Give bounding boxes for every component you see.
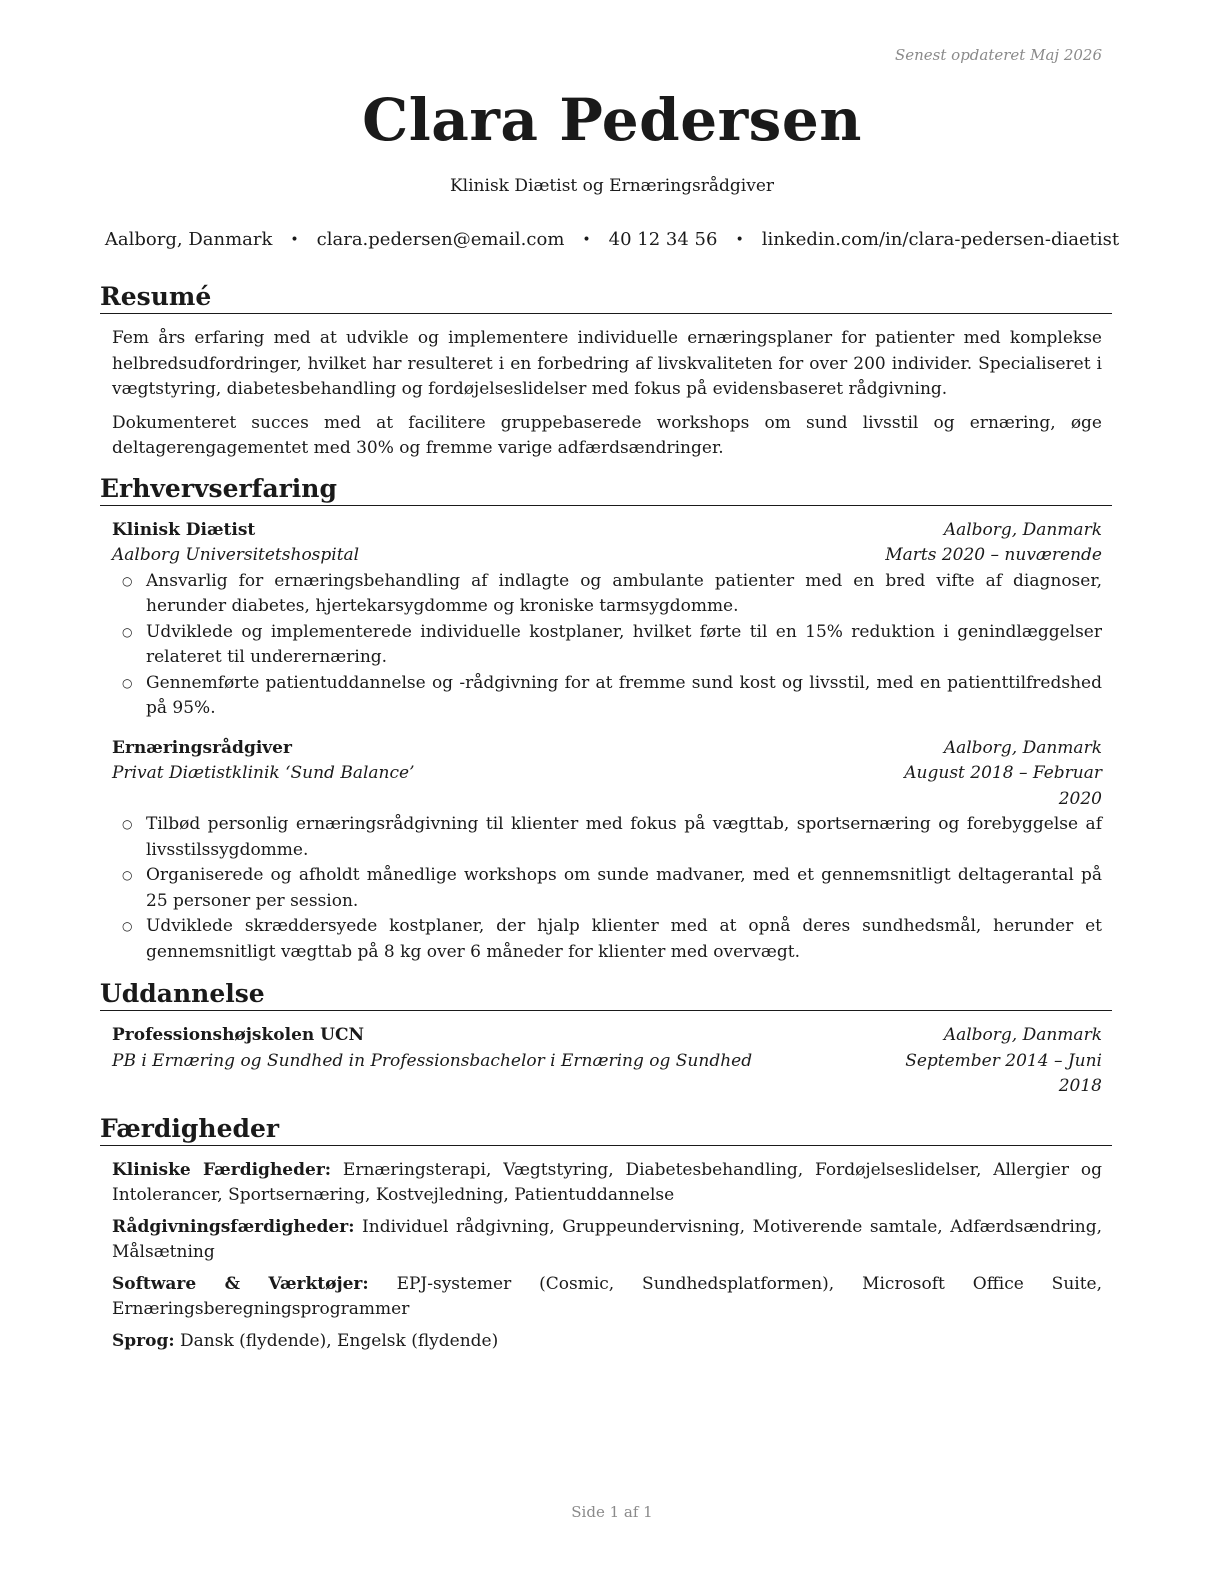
job-role: Klinisk Diætist [112, 519, 256, 540]
list-item: ○ Gennemførte patientuddannelse og -rådgivning for at fremme sund kost og livsstil, med en patienttilfredshed på 95%. [122, 672, 1102, 718]
skill-group [112, 1329, 1102, 1355]
job-role: Ernæringsrådgiver [112, 737, 292, 758]
summary-paragraph: Dokumenteret succes med at facilitere gruppebaserede workshops om sund livsstil og ernæring, øge deltagerengagementet med 30% og fremme varige adfærdsændringer. [112, 412, 1102, 458]
job-location: Aalborg, Danmark [943, 519, 1102, 540]
skill-value: Individuel rådgivning, Gruppeundervisning, Motiverende samtale, Adfærdsændring, Målsætning [112, 1216, 1103, 1262]
skill-group [112, 1158, 1102, 1209]
section-title: Resumé [100, 282, 1112, 314]
education-dates: September 2014 – Juni 2018 [905, 1050, 1102, 1096]
candidate-name: Clara Pedersen [362, 86, 862, 154]
skills-section [100, 1114, 1112, 1355]
skill-group [112, 1215, 1102, 1266]
circle-outline-icon: ○ [122, 624, 133, 639]
job-entry [112, 736, 1102, 966]
section-title: Erhvervserfaring [100, 474, 1112, 506]
skill-group [112, 1272, 1102, 1323]
job-bullets [112, 569, 1102, 722]
summary-section [100, 282, 1112, 462]
contact-line [0, 229, 1224, 250]
page-number: Side 1 af 1 [571, 1503, 653, 1521]
list-item: ○ Tilbød personlig ernæringsrådgivning til klienter med fokus på vægttab, sportsernæring og forebyggelse af livsstilssygdomme. [122, 814, 1102, 860]
list-item: ○ Udviklede skræddersyede kostplaner, der hjalp klienter med at opnå deres sundhedsmål, herunder et gennemsnitligt vægttab på 8 kg over 6 måneder for klienter med overvægt. [122, 916, 1102, 962]
job-dates: Marts 2020 – nuværende [885, 545, 1102, 565]
skill-label: Software & Værktøjer: [112, 1273, 369, 1294]
list-item: ○ Ansvarlig for ernæringsbehandling af indlagte og ambulante patienter med en bred vifte af diagnoser, herunder diabetes, hjertekarsygdomme og kroniske tarmsygdomme. [122, 570, 1102, 616]
candidate-headline: Klinisk Diætist og Ernæringsrådgiver [449, 176, 775, 196]
contact-location: Aalborg, Danmark [104, 229, 273, 250]
dot-icon: • [735, 231, 744, 248]
dot-icon: • [582, 231, 591, 248]
school-location: Aalborg, Danmark [943, 1025, 1102, 1045]
experience-section [100, 474, 1112, 966]
skill-label: Rådgivningsfærdigheder: [112, 1216, 355, 1237]
skill-value: Ernæringsterapi, Vægtstyring, Diabetesbehandling, Fordøjelseslidelser, Allergier og Intolerancer, Sportsernæring, Kostvejledning, Patientuddannelse [112, 1159, 1103, 1205]
job-location: Aalborg, Danmark [943, 737, 1102, 758]
last-updated: Senest opdateret Maj 2026 [894, 46, 1102, 64]
education-entry [112, 1023, 1102, 1100]
job-bullets [112, 812, 1102, 965]
circle-outline-icon: ○ [122, 675, 133, 690]
circle-outline-icon: ○ [122, 868, 133, 882]
list-item: ○ Udviklede og implementerede individuelle kostplaner, hvilket førte til en 15% reduktion i genindlæggelser relateret til underernæring. [122, 621, 1102, 667]
job-dates: August 2018 – Februar 2020 [904, 763, 1102, 809]
circle-outline-icon: ○ [122, 919, 133, 933]
dot-icon: • [290, 231, 299, 248]
summary-paragraph: Fem års erfaring med at udvikle og implementere individuelle ernæringsplaner for patienter med komplekse helbredsudfordringer, hvilket har resulteret i en forbedring af livskvaliteten for over 200 individer. Specialiseret i vægtstyring, diabetesbehandling og fordøjelseslidelser med fokus på evidensbaseret rådgivning. [112, 328, 1102, 399]
skill-label: Sprog: [112, 1330, 175, 1351]
contact-phone: 40 12 34 56 [608, 229, 718, 250]
education-section [100, 979, 1112, 1100]
job-employer: Privat Diætistklinik ‘Sund Balance’ [112, 763, 415, 783]
resume-content [100, 282, 1112, 1366]
contact-email[interactable]: clara.pedersen@email.com [316, 229, 565, 250]
list-item: ○ Organiserede og afholdt månedlige workshops om sunde madvaner, med et gennemsnitligt deltagerantal på 25 personer per session. [122, 865, 1102, 911]
skill-value: Dansk (flydende), Engelsk (flydende) [180, 1330, 499, 1351]
job-entry [112, 518, 1102, 722]
circle-outline-icon: ○ [122, 573, 133, 588]
school-name: Professionshøjskolen UCN [112, 1025, 365, 1045]
section-title: Uddannelse [100, 979, 1112, 1011]
degree-name: PB i Ernæring og Sundhed in Professionsbachelor i Ernæring og Sundhed [112, 1050, 753, 1071]
circle-outline-icon: ○ [122, 817, 133, 831]
skill-label: Kliniske Færdigheder: [112, 1159, 332, 1180]
job-employer: Aalborg Universitetshospital [112, 545, 360, 565]
skill-value: EPJ-systemer (Cosmic, Sundhedsplatformen), Microsoft Office Suite, Ernæringsberegningsprogrammer [112, 1273, 1102, 1319]
section-title: Færdigheder [100, 1114, 1112, 1146]
contact-linkedin[interactable]: linkedin.com/in/clara-pedersen-diaetist [761, 229, 1120, 250]
